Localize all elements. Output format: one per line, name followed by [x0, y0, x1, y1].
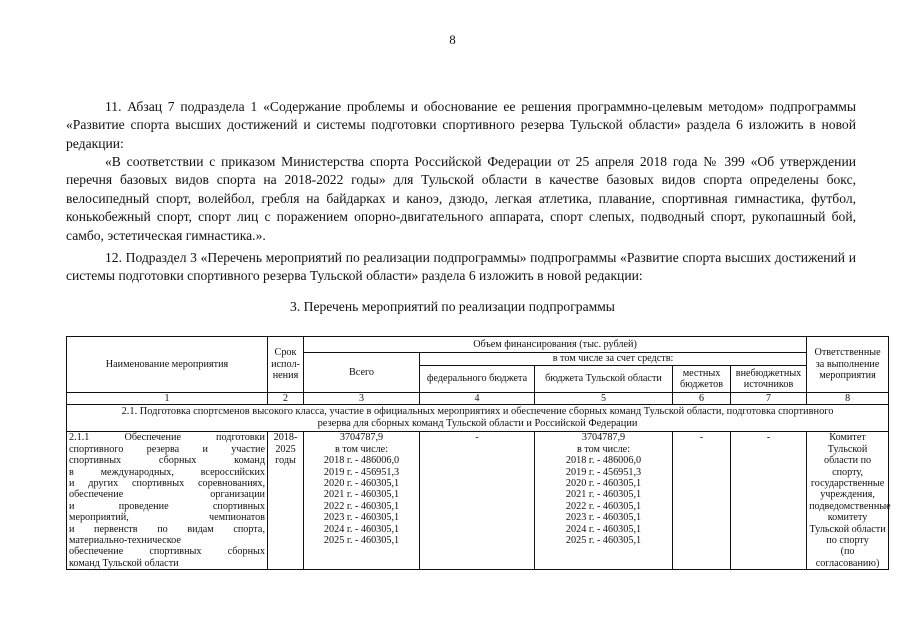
responsible-line: Тульской области — [809, 523, 886, 535]
total-line: 2020 г. - 460305,1 — [323, 478, 400, 490]
activity-name-line: обеспечение спортивных сборных — [69, 546, 265, 558]
responsible-line: комитету — [827, 512, 868, 524]
total-line: 2021 г. - 460305,1 — [323, 489, 400, 501]
responsible-line: по спорту — [826, 535, 869, 547]
page-number: 8 — [449, 32, 456, 47]
paragraph-12: 12. Подраздел 3 «Перечень мероприятий по реализации подпрограммы» подпрограммы «Развитие спорта высших достижений и системы подготовки спортивного резерва Тульской области» раздела 6 изложить в новой редакции: — [66, 250, 856, 284]
total-cell — [304, 432, 420, 570]
total-line: 2024 г. - 460305,1 — [323, 523, 400, 535]
regional-line: 2023 г. - 460305,1 — [565, 512, 642, 524]
regional-line: 2019 г. - 456951,3 — [565, 466, 642, 478]
total-line: 2022 г. - 460305,1 — [323, 500, 400, 512]
section-title: 3. Перечень мероприятий по реализации подпрограммы — [290, 299, 615, 314]
activity-name-cell — [67, 432, 268, 570]
activity-name-line: мероприятий, чемпионатов — [69, 512, 265, 524]
header-row-1 — [67, 337, 889, 353]
total-line: 2023 г. - 460305,1 — [323, 512, 400, 524]
column-number: 4 — [420, 393, 535, 405]
regional-line: 2018 г. - 486006,0 — [565, 455, 642, 467]
header-term: Срок испол-нения — [268, 337, 304, 393]
column-number: 3 — [304, 393, 420, 405]
responsible-line: (по согласованию) — [815, 546, 880, 569]
responsible-line: области по спорту, — [823, 455, 872, 478]
total-line: 2025 г. - 460305,1 — [323, 535, 400, 547]
column-number: 6 — [673, 393, 731, 405]
header-federal: федерального бюджета — [420, 366, 535, 393]
activity-name-line: 2.1.1 Обеспечение подготовки — [69, 432, 265, 444]
column-number: 1 — [67, 393, 268, 405]
federal-cell: - — [420, 432, 535, 570]
regional-line: 3704787,9 — [581, 432, 626, 444]
activity-name-line: и проведение спортивных — [69, 500, 265, 512]
table-row — [67, 432, 889, 570]
responsible-line: учреждения, — [820, 489, 875, 501]
activity-name-line: в международных, всероссийских — [69, 466, 265, 478]
term-line: 2025 — [275, 443, 296, 455]
term-line: 2018- — [273, 432, 298, 444]
regional-line: 2025 г. - 460305,1 — [565, 535, 642, 547]
regional-line: 2021 г. - 460305,1 — [565, 489, 642, 501]
activity-name-line: обеспечение организации — [69, 489, 265, 501]
header-responsible: Ответственные за выполнение мероприятия — [807, 337, 889, 393]
header-name: Наименование мероприятия — [67, 337, 268, 393]
activities-table — [66, 336, 889, 570]
header-local: местных бюджетов — [673, 366, 731, 393]
section-row — [67, 405, 889, 432]
activity-name-line: и первенств по видам спорта, — [69, 523, 265, 535]
extra-cell: - — [731, 432, 807, 570]
regional-line: 2022 г. - 460305,1 — [565, 500, 642, 512]
column-number: 7 — [731, 393, 807, 405]
column-number-row — [67, 393, 889, 405]
responsible-line: Комитет Тульской — [827, 432, 868, 455]
header-total: Всего — [304, 353, 420, 393]
activity-name-line: спортивного резерва и участие — [69, 443, 265, 455]
quote-paragraph: «В соответствии с приказом Министерства спорта Российской Федерации от 25 апреля 2018 года № 399 «Об утверждении перечня базовых видов спорта на 2018-2022 годы» для Тульской области в качестве базовых видов спорта определены бокс, велосипедный спорт, волейбол, гребля на байдарках и каноэ, дзюдо, легкая атлетика, плавание, спортивная гимнастика, футбол, конькобежный спорт, спорт лиц с поражением опорно-двигательного аппарата, спорт слепых, подводный спорт, рукопашный бой, самбо, эстетическая гимнастика.». — [66, 154, 856, 243]
responsible-line: государственные — [810, 478, 885, 490]
header-regional: бюджета Тульской области — [535, 366, 673, 393]
activity-name-line: спортивных сборных команд — [69, 455, 265, 467]
regional-cell — [535, 432, 673, 570]
section-row-text: 2.1. Подготовка спортсменов высокого класса, участие в официальных мероприятиях и обеспечение сборных команд Тульской области, подготовка спортивного резерва для сборных команд Тульской области и Российской Федерации — [67, 405, 889, 432]
header-funding: Объем финансирования (тыс. рублей) — [304, 337, 807, 353]
activity-name-line: и других спортивных соревнованиях, — [69, 478, 265, 490]
header-extra: внебюджетных источников — [731, 366, 807, 393]
column-number: 8 — [807, 393, 889, 405]
regional-line: в том числе: — [576, 443, 631, 455]
column-number: 5 — [535, 393, 673, 405]
responsible-line: подведомственные — [809, 500, 891, 512]
header-including: в том числе за счет средств: — [420, 353, 807, 366]
activity-name-line: материально-техническое — [69, 535, 181, 547]
activity-name-line: команд Тульской области — [69, 557, 179, 569]
term-line: годы — [275, 455, 296, 467]
regional-line: 2024 г. - 460305,1 — [565, 523, 642, 535]
total-line: 2018 г. - 486006,0 — [323, 455, 400, 467]
responsible-cell — [807, 432, 889, 570]
term-cell — [268, 432, 304, 570]
local-cell: - — [673, 432, 731, 570]
column-number: 2 — [268, 393, 304, 405]
total-line: 2019 г. - 456951,3 — [323, 466, 400, 478]
regional-line: 2020 г. - 460305,1 — [565, 478, 642, 490]
paragraph-11: 11. Абзац 7 подраздела 1 «Содержание проблемы и обоснование ее решения программно-целевым методом» подпрограммы «Развитие спорта высших достижений и системы подготовки спортивного резерва Тульской области» раздела 6 изложить в новой редакции: — [66, 99, 856, 151]
total-line: в том числе: — [334, 443, 389, 455]
total-line: 3704787,9 — [339, 432, 384, 444]
